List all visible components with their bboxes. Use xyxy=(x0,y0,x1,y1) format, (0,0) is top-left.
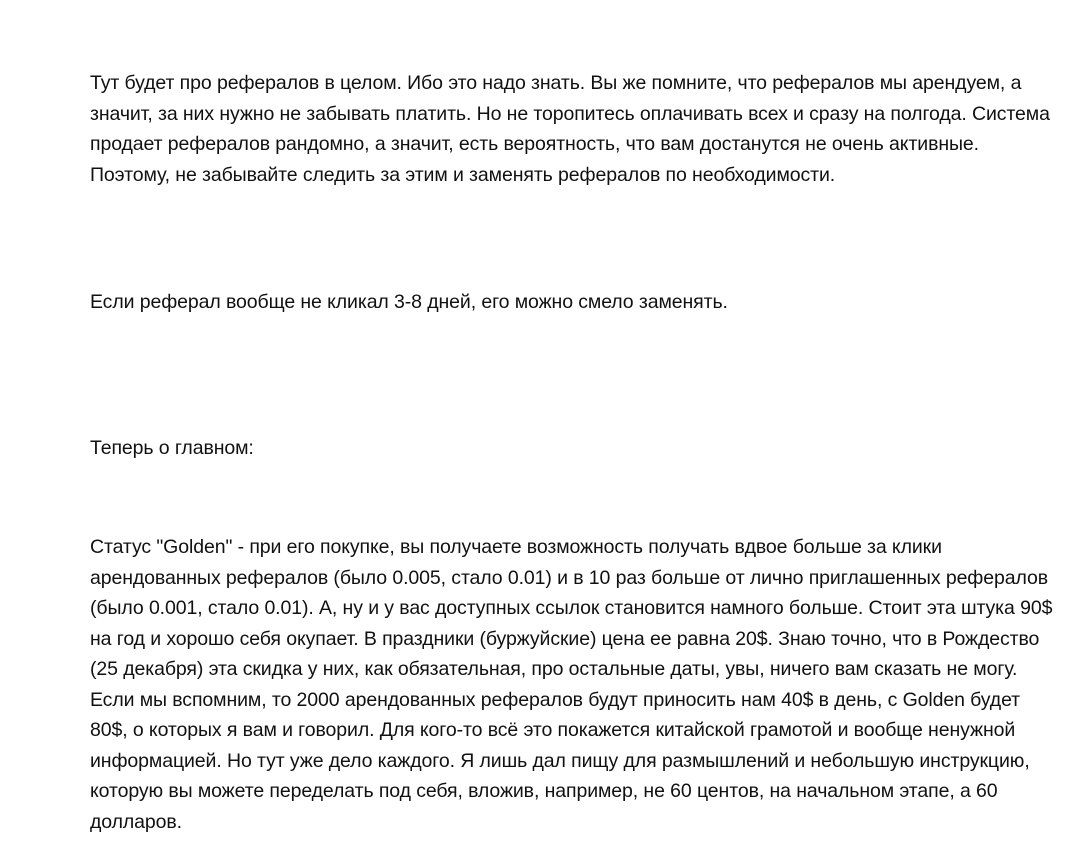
paragraph-golden-status: Статус "Golden" - при его покупке, вы получаете возможность получать вдвое больше за клики арендованных рефералов (было 0.005, стало 0.01) и в 10 раз больше от лично приглашенных рефералов (было 0.001, стало 0.01). А, ну и у вас доступных ссылок становится намного больше. Стоит эта штука 90$ на год и хорошо себя окупает. В праздники (буржуйские) цена ее равна 20$. Знаю точно, что в Рождество (25 декабря) эта скидка у них, как обязательная, про остальные даты, увы, ничего вам сказать не могу. Если мы вспомним, то 2000 арендованных рефералов будут приносить нам 40$ в день, с Golden будет 80$, о которых я вам и говорил. Для кого-то всё это покажется китайской грамотой и вообще ненужной информацией. Но тут уже дело каждого. Я лишь дал пищу для размышлений и небольшую инструкцию, которую вы можете переделать под себя, вложив, например, не 60 центов, на начальном этапе, а 60 долларов. xyxy=(90,536,1053,833)
paragraph-referrals-general: Тут будет про рефералов в целом. Ибо это надо знать. Вы же помните, что рефералов мы арендуем, а значит, за них нужно не забывать платить. Но не торопитесь оплачивать всех и сразу на полгода. Система продает рефералов рандомно, а значит, есть вероятность, что вам достанутся не очень активные. Поэтому, не забывайте следить за этим и заменять рефералов по необходимости. xyxy=(90,72,1050,186)
paragraph-main-heading: Теперь о главном: xyxy=(90,437,254,459)
paragraph-replace-referral: Если реферал вообще не кликал 3-8 дней, его можно смело заменять. xyxy=(90,291,728,313)
